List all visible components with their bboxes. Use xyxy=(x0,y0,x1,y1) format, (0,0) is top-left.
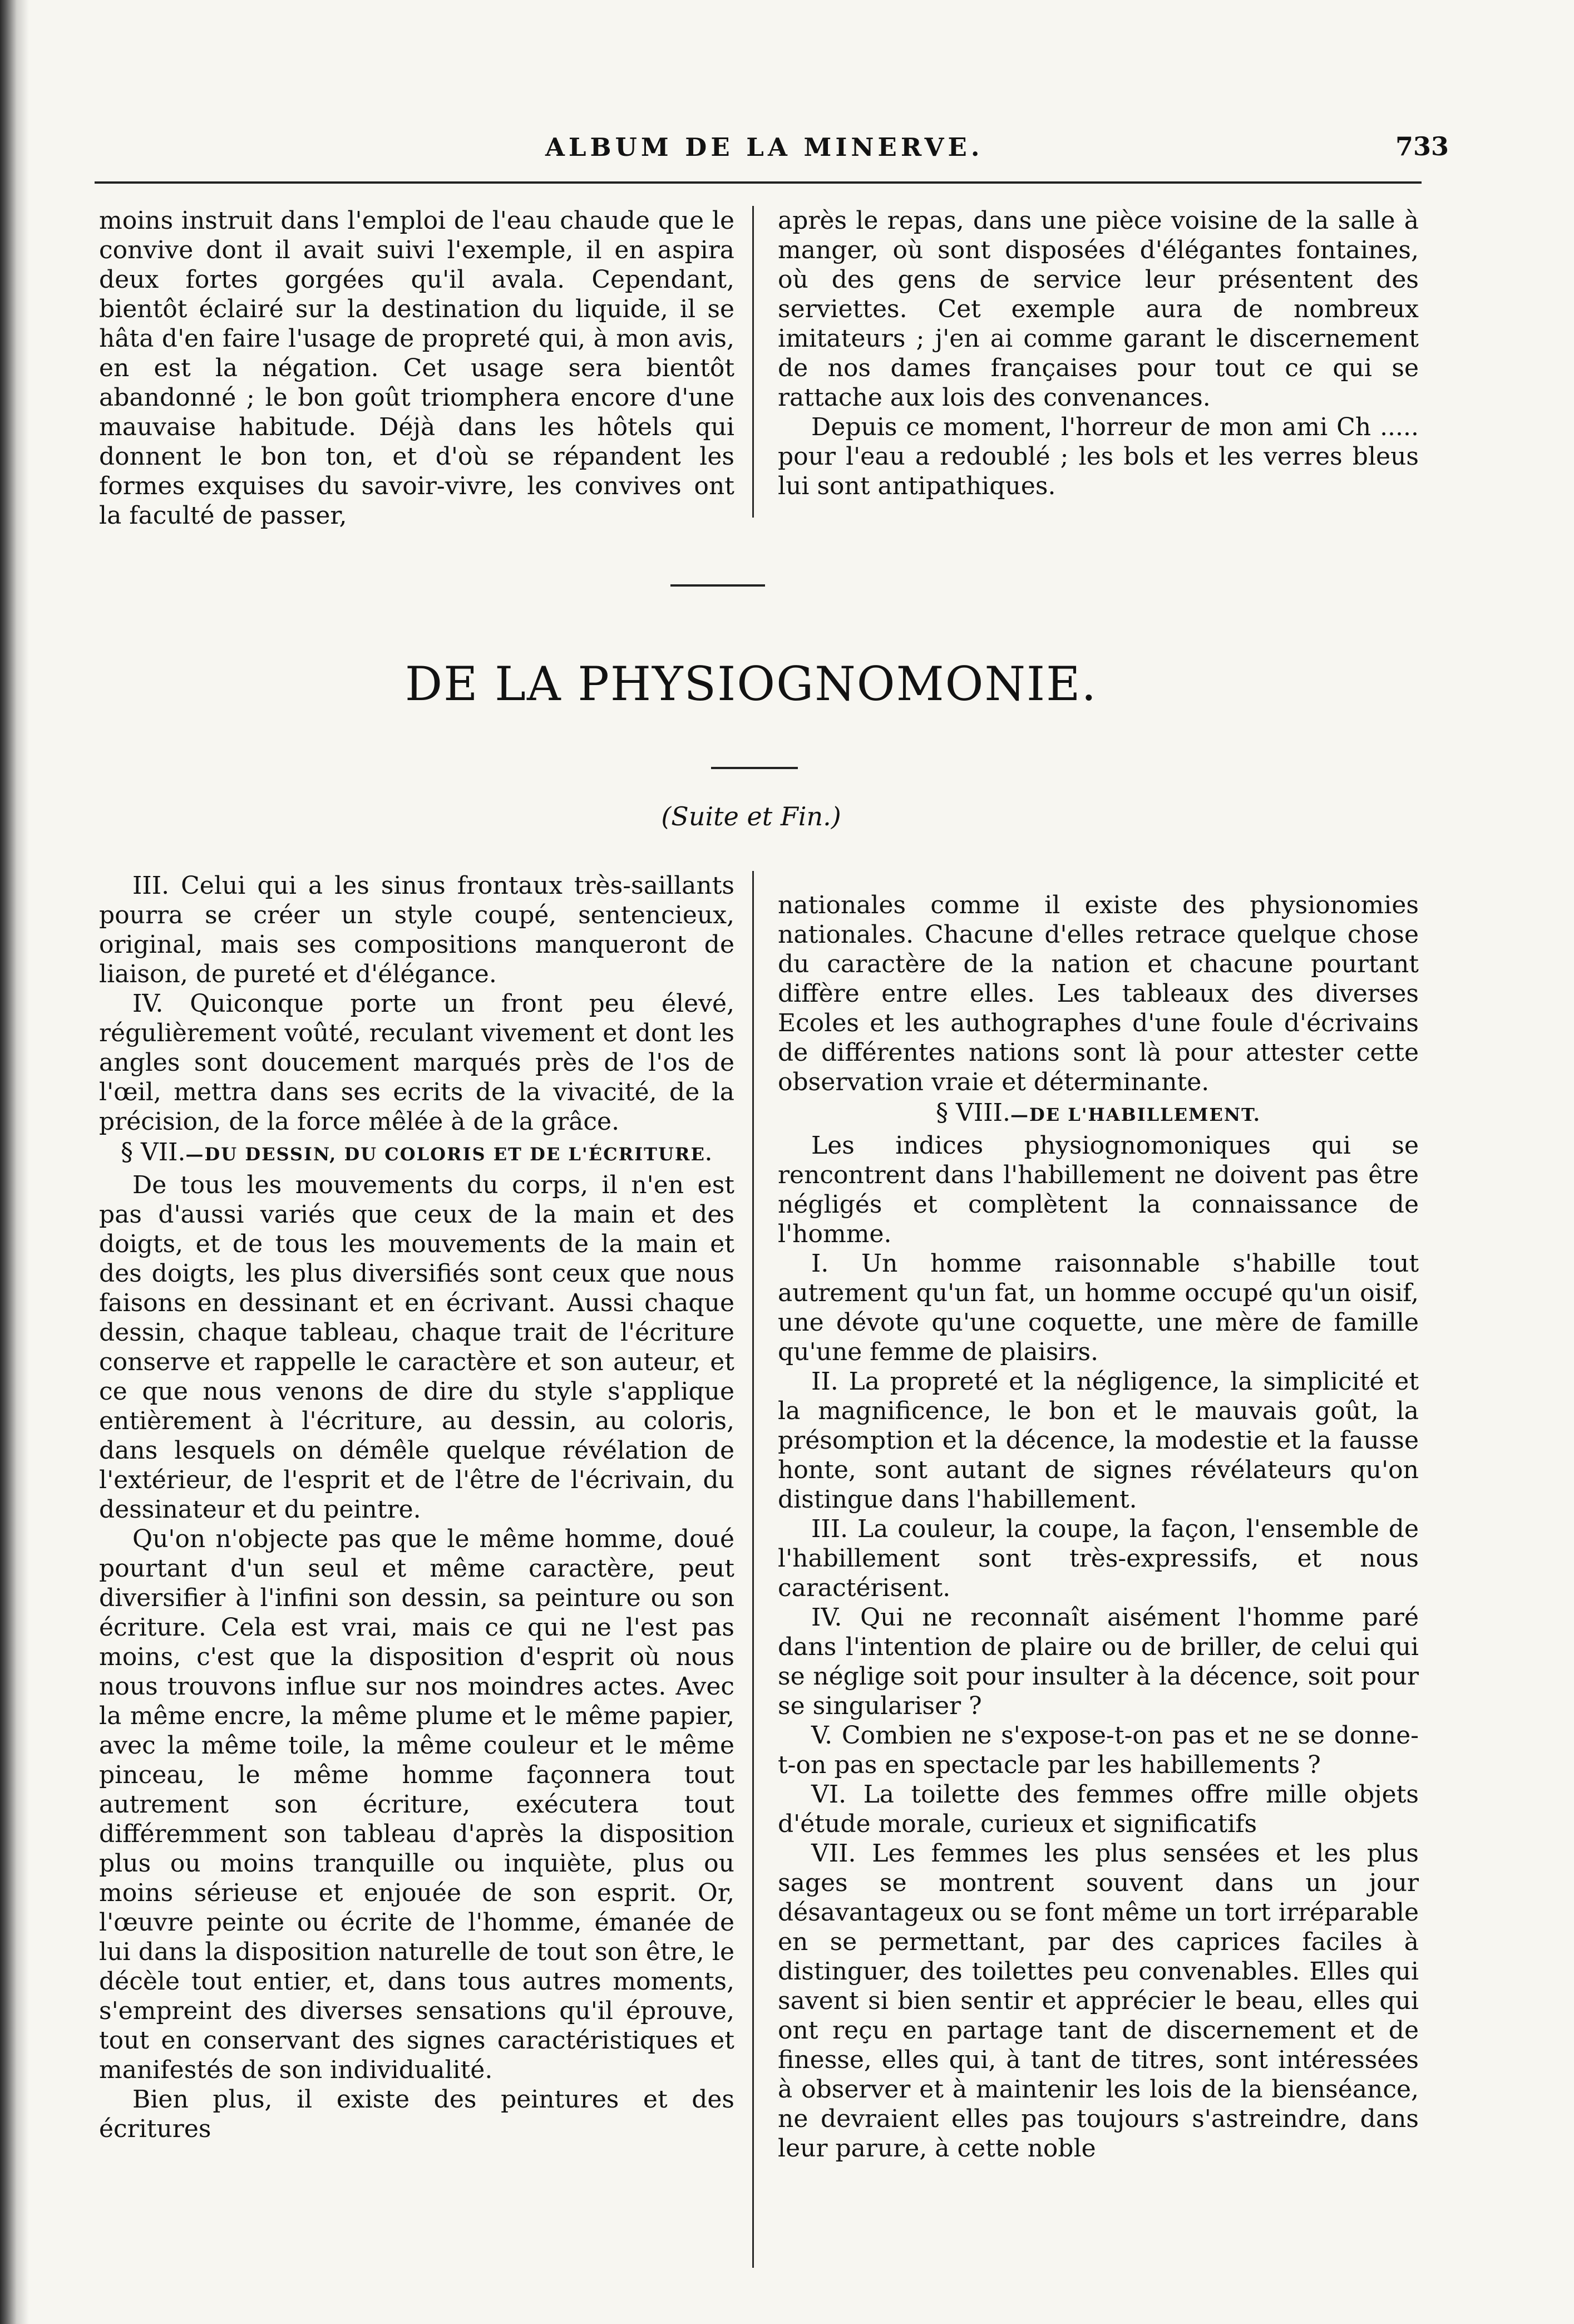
paragraph: II. La propreté et la négligence, la simplicité et la magnificence, le bon et le mauvais goût, la présomption et la décence, la modestie et la fausse honte, sont autant de signes révélateurs qu'on distingue dans l'habillement. xyxy=(778,1367,1419,1514)
page-number: 733 xyxy=(1395,131,1449,161)
paragraph: VII. Les femmes les plus sensées et les plus sages se montrent souvent dans un jour désavantageux ou se font même un tort irréparable en se permettant, par des caprices faciles à distinguer, des toilettes peu convenables. Elles qui savent si bien sentir et apprécier le beau, elles qui ont reçu en partage tant de discernement et de finesse, elles qui, à tant de titres, sont intéressées à observer et à maintenir les lois de la bienséance, ne devraient elles pas toujours s'astreindre, dans leur parure, à cette noble xyxy=(778,1839,1419,2163)
section-heading-vii xyxy=(99,1136,734,1170)
paragraph: III. Celui qui a les sinus frontaux très-saillants pourra se créer un style coupé, sentencieux, original, mais ses compositions manqueront de liaison, de pureté et d'élégance. xyxy=(99,872,734,988)
top-right-column xyxy=(778,206,1419,501)
header-rule xyxy=(95,181,1422,184)
article-left-column xyxy=(99,871,734,2144)
paragraph: IV. Quiconque porte un front peu élevé, régulièrement voûté, reculant vivement et dont les angles sont doucement marqués près de l'os de l'œil, mettra dans ses ecrits de la vivacité, de la précision, de la force mêlée à de la grâce. xyxy=(99,989,734,1136)
paragraph: I. Un homme raisonnable s'habille tout autrement qu'un fat, un homme occupé qu'un oisif, une dévote qu'une coquette, une mère de famille qu'une femme de plaisirs. xyxy=(778,1249,1419,1366)
paragraph: IV. Qui ne reconnaît aisément l'homme paré dans l'intention de plaire ou de briller, de celui qui se néglige soit pour insulter à la décence, soit pour se singulariser ? xyxy=(778,1603,1419,1720)
paragraph: De tous les mouvements du corps, il n'en est pas d'aussi variés que ceux de la main et des doigts, et de tous les mouvements de la main et des doigts, les plus diversifiés sont ceux que nous faisons en dessinant et en écrivant. Aussi chaque dessin, chaque tableau, chaque trait de l'écriture conserve et rappelle le caractère et son auteur, et ce que nous venons de dire du style s'applique entièrement à l'écriture, au dessin, au coloris, dans lesquels on démêle quelque révélation de l'extérieur, de l'esprit et de l'être de l'écrivain, du dessinateur et du peintre. xyxy=(99,1171,734,1524)
paragraph: Depuis ce moment, l'horreur de mon ami Ch ..... pour l'eau a redoublé ; les bols et les verres bleus lui sont antipathiques. xyxy=(778,413,1419,500)
paragraph: Les indices physiognomoniques qui se rencontrent dans l'habillement ne doivent pas être négligés et complètent la connaissance de l'homme. xyxy=(778,1131,1419,1248)
column-rule xyxy=(752,871,754,2268)
separator-rule xyxy=(711,767,798,769)
paragraph: après le repas, dans une pièce voisine de la salle à manger, où sont disposées d'élégantes fontaines, où des gens de service leur présentent des serviettes. Cet exemple aura de nombreux imitateurs ; j'en ai comme garant le discernement de nos dames françaises pour tout ce qui se rattache aux lois des convenances. xyxy=(778,206,1419,412)
running-header-title: ALBUM DE LA MINERVE. xyxy=(545,132,984,162)
paragraph: Bien plus, il existe des peintures et des écritures xyxy=(99,2085,734,2143)
paragraph: Qu'on n'objecte pas que le même homme, doué pourtant d'un seul et même caractère, peut diversifier à l'infini son dessin, sa peinture ou son écriture. Cela est vrai, mais ce qui ne l'est pas moins, c'est que la disposition d'esprit où nous nous trouvons influe sur nos moindres actes. Avec la même encre, la même plume et le même papier, avec la même toile, la même couleur et le même pinceau, le même homme façonnera tout autrement son écriture, exécutera tout différemment son tableau d'après la disposition plus ou moins tranquille ou inquiète, plus ou moins sérieuse et enjouée de son esprit. Or, l'œuvre peinte ou écrite de l'homme, émanée de lui dans la disposition naturelle de tout son être, le décèle tout entier, et, dans tous autres moments, s'empreint des diverses sensations qu'il éprouve, tout en conservant des signes caractéristiques et manifestés de son individualité. xyxy=(99,1525,734,2084)
section-title: —DU DESSIN, DU COLORIS ET DE L'ÉCRITURE. xyxy=(185,1144,713,1165)
paragraph: nationales comme il existe des physionomies nationales. Chacune d'elles retrace quelque chose du caractère de la nation et chacune pourtant diffère entre elles. Les tableaux des diverses Ecoles et les authographes d'une foule d'écrivains de différentes nations sont là pour attester cette observation vraie et déterminante. xyxy=(778,891,1419,1096)
paragraph: VI. La toilette des femmes offre mille objets d'étude morale, curieux et significatifs xyxy=(778,1780,1419,1838)
section-title: —DE L'HABILLEMENT. xyxy=(1010,1104,1261,1125)
section-number: § VII. xyxy=(121,1138,186,1166)
paragraph: III. La couleur, la coupe, la façon, l'ensemble de l'habillement sont très-expressifs, et nous caractérisent. xyxy=(778,1515,1419,1602)
article-title: DE LA PHYSIOGNOMONIE. xyxy=(404,657,1098,711)
binding-edge xyxy=(0,0,29,2324)
section-heading-viii xyxy=(778,1097,1419,1131)
top-left-column xyxy=(99,206,734,530)
column-rule xyxy=(752,206,754,518)
section-number: § VIII. xyxy=(936,1099,1010,1127)
paragraph: moins instruit dans l'emploi de l'eau chaude que le convive dont il avait suivi l'exemple, il en aspira deux fortes gorgées qu'il avala. Cependant, bientôt éclairé sur la destination du liquide, il se hâta d'en faire l'usage de propreté qui, à mon avis, en est la négation. Cet usage sera bientôt abandonné ; le bon goût triomphera encore d'une mauvaise habitude. Déjà dans les hôtels qui donnent le bon ton, et d'où se répandent les formes exquises du savoir-vivre, les convives ont la faculté de passer, xyxy=(99,206,734,530)
article-right-column xyxy=(778,890,1419,2163)
article-subtitle: (Suite et Fin.) xyxy=(661,801,841,831)
separator-rule xyxy=(670,584,765,587)
paragraph: V. Combien ne s'expose-t-on pas et ne se donne-t-on pas en spectacle par les habillements ? xyxy=(778,1721,1419,1779)
